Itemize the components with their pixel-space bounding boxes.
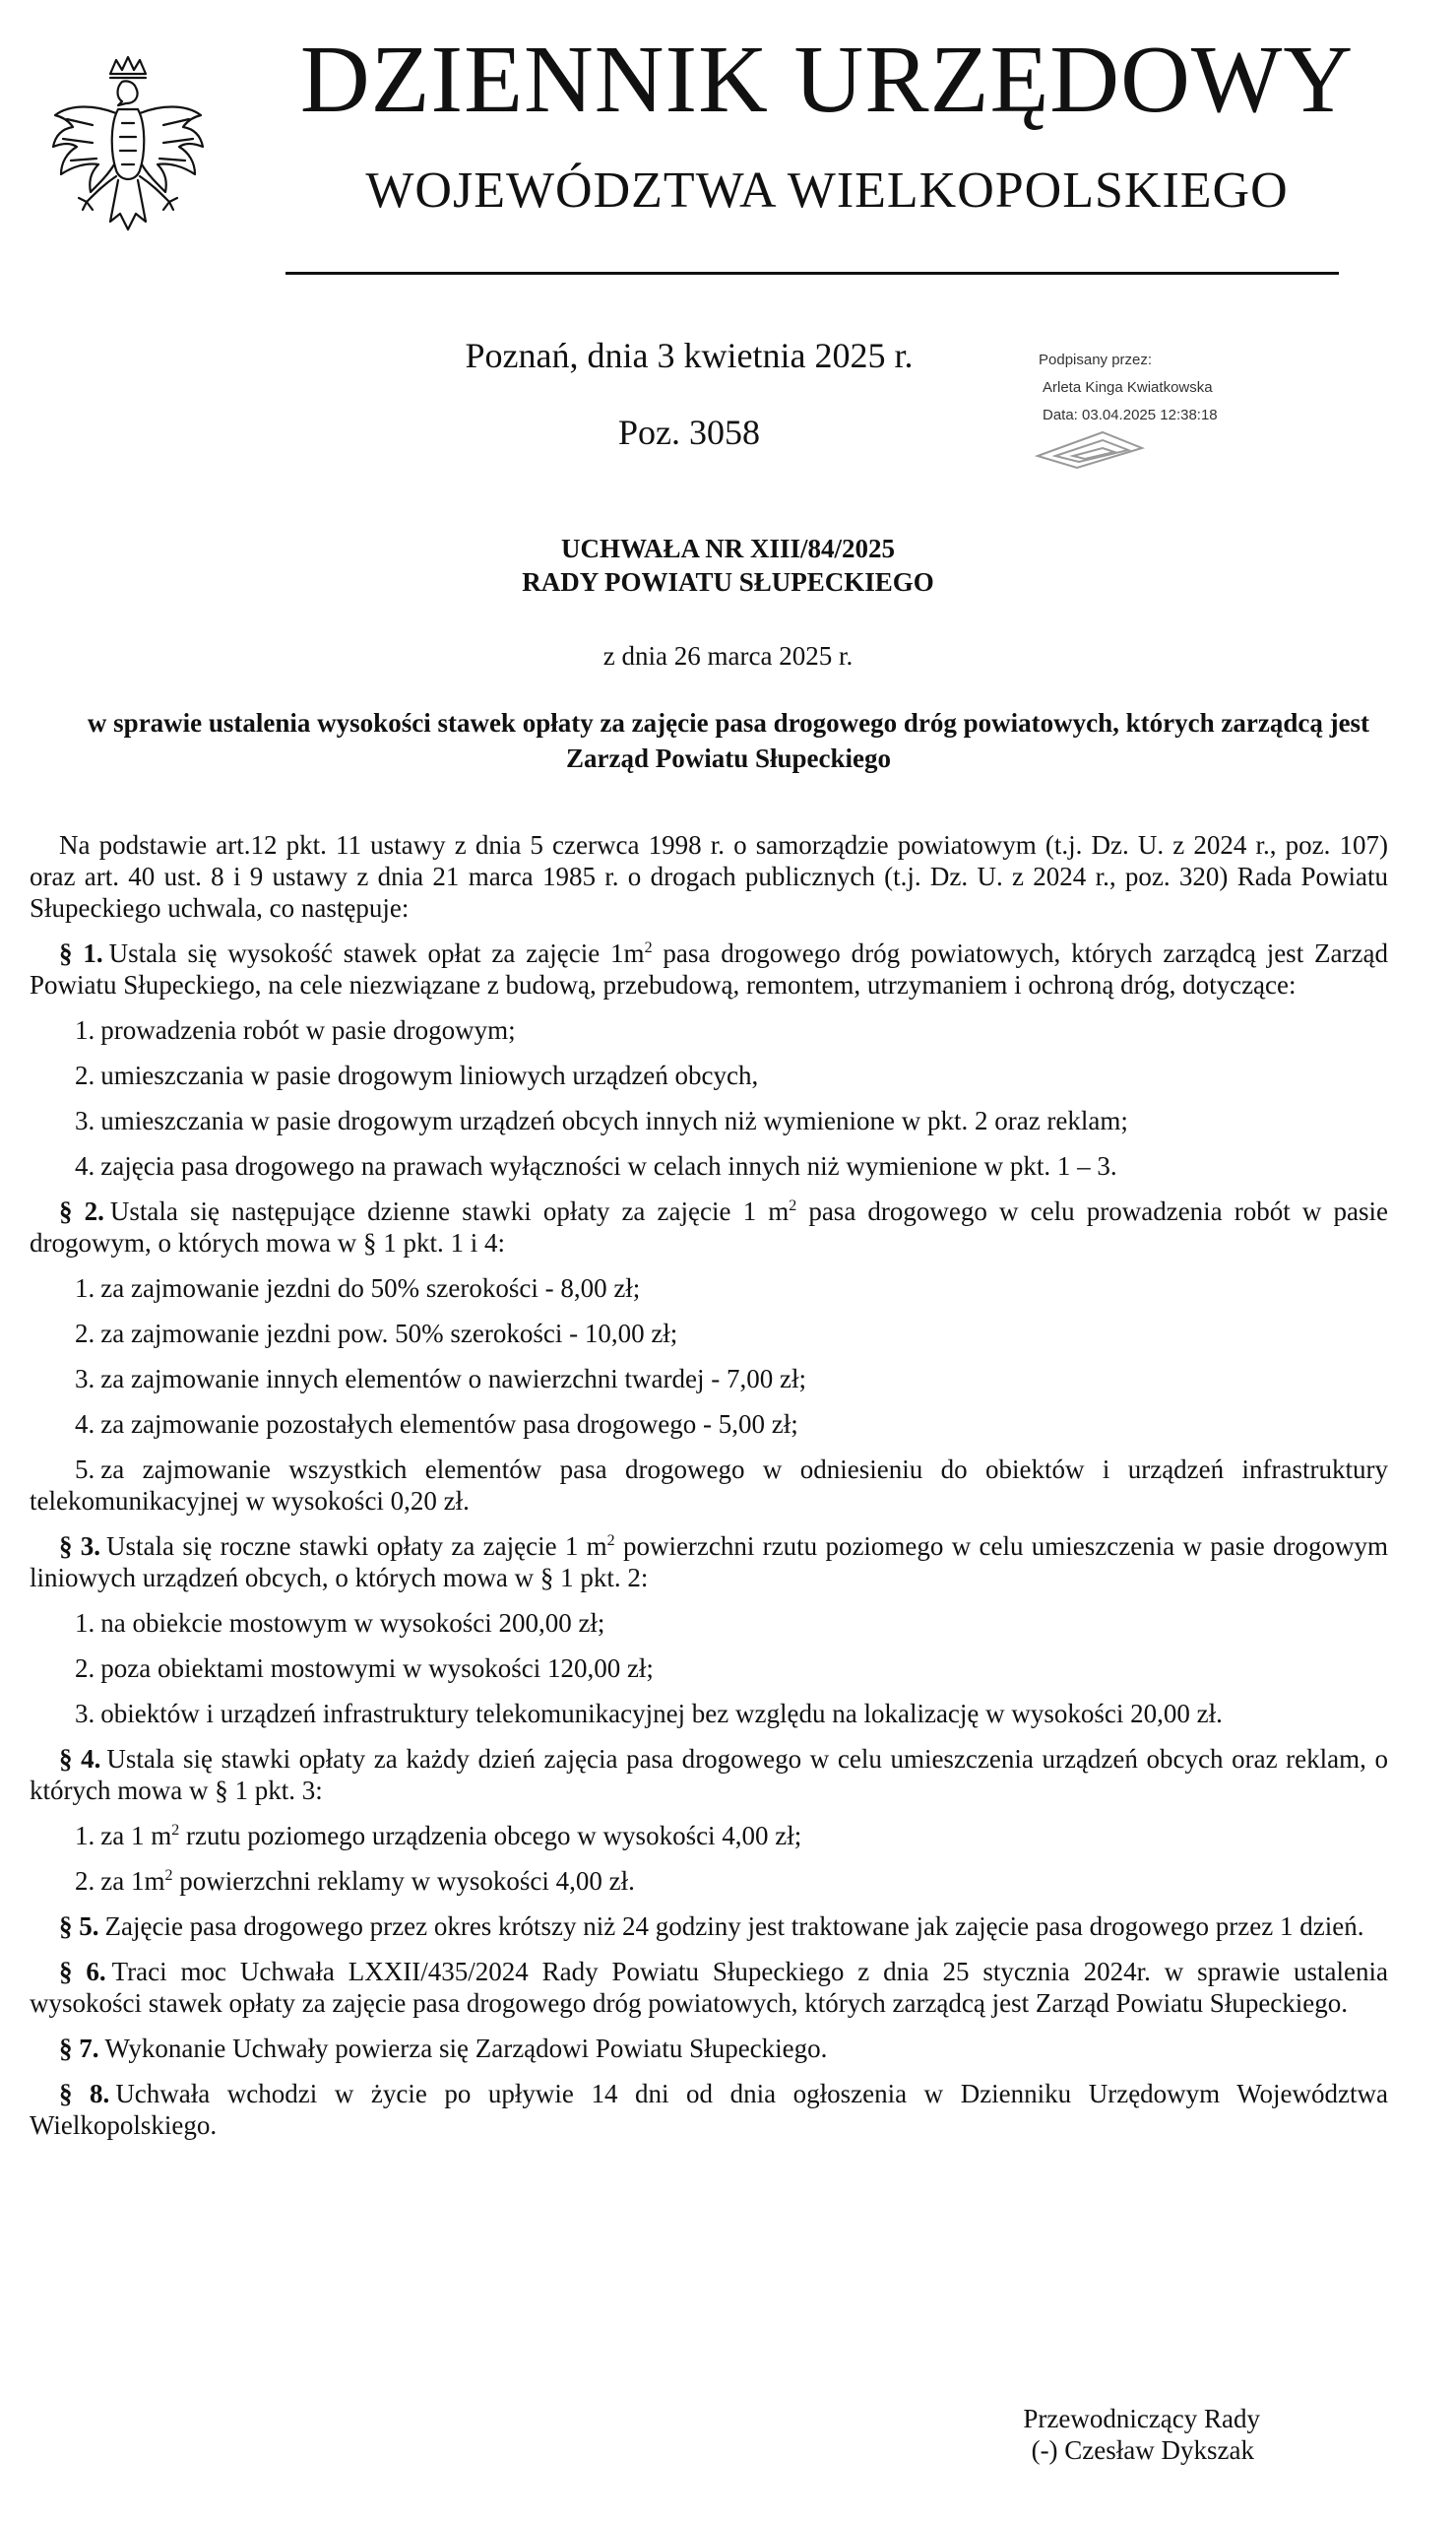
section-2: § 2. Ustala się następujące dzienne stawki opłaty za zajęcie 1 $m^2$ pasa drogowego w celu prowadzenia robót w pasie drogowym, o których mowa w § 1 pkt. 1 i 4: xyxy=(30,1196,1388,1258)
white-eagle-emblem-icon xyxy=(47,54,210,256)
section-4: § 4. Ustala się stawki opłaty za każdy dzień zajęcia pasa drogowego w celu umieszczenia urządzeń obcych oraz reklam, o których mowa w § 1 pkt. 3: xyxy=(30,1744,1388,1805)
list-item: 1. za 1 $m^2$ rzutu poziomego urządzenia obcego w wysokości 4,00 zł; xyxy=(75,1821,802,1850)
position-number: Poz. 3058 xyxy=(618,413,760,452)
signature-signer: Arleta Kinga Kwiatkowska xyxy=(1043,379,1213,396)
masthead-subtitle: WOJEWÓDZTWA WIELKOPOLSKIEGO xyxy=(365,162,1289,219)
list-item: 4. zajęcia pasa drogowego na prawach wyłączności w celach innych niż wymienione w pkt. 1 – 3. xyxy=(75,1151,1117,1181)
section-label: § 3. xyxy=(59,1531,101,1561)
signature-label: Podpisany przez: xyxy=(1039,352,1153,368)
signer-block xyxy=(945,2403,1260,2466)
digital-signature-block xyxy=(1039,347,1363,429)
resolution-subject: w sprawie ustalenia wysokości stawek opłaty za zajęcie pasa drogowego dróg powiatowych, których zarządcą jest Zarząd Powiatu Słupeckiego xyxy=(87,708,1370,773)
signature-date: Data: 03.04.2025 12:38:18 xyxy=(1043,407,1218,423)
resolution-number: UCHWAŁA NR XIII/84/2025 xyxy=(560,534,896,563)
document-body xyxy=(30,829,1388,2141)
list-item: 3. obiektów i urządzeń infrastruktury telekomunikacyjnej bez względu na lokalizację w wysokości 20,00 zł. xyxy=(75,1699,1223,1728)
list-item: 1. na obiekcie mostowym w wysokości 200,00 zł; xyxy=(75,1608,605,1638)
masthead-title: DZIENNIK URZĘDOWY xyxy=(299,27,1355,133)
preamble: Na podstawie art.12 pkt. 11 ustawy z dnia 5 czerwca 1998 r. o samorządzie powiatowym (t.j. Dz. U. z 2024 r., poz. 107) oraz art. 40 ust. 8 i 9 ustawy z dnia 21 marca 1985 r. o drogach publicznych (t.j. Dz. U. z 2024 r., poz. 320) Rada Powiatu Słupeckiego uchwala, co następuje: xyxy=(30,830,1388,923)
list-item: 2. poza obiektami mostowymi w wysokości 120,00 zł; xyxy=(75,1653,654,1683)
section-label: § 4. xyxy=(59,1744,101,1774)
section-5: § 5. Zajęcie pasa drogowego przez okres krótszy niż 24 godziny jest traktowane jak zajęcie pasa drogowego przez 1 dzień. xyxy=(59,1911,1364,1941)
section-label: § 7. xyxy=(59,2034,99,2063)
adoption-date: z dnia 26 marca 2025 r. xyxy=(602,641,854,671)
section-label: § 8. xyxy=(59,2079,110,2108)
digital-signature-mark-icon xyxy=(1034,426,1181,470)
council-name: RADY POWIATU SŁUPECKIEGO xyxy=(522,567,934,597)
list-item: 4. za zajmowanie pozostałych elementów pasa drogowego - 5,00 zł; xyxy=(75,1409,798,1439)
issue-date: Poznań, dnia 3 kwietnia 2025 r. xyxy=(465,336,914,375)
section-8: § 8. Uchwała wchodzi w życie po upływie 14 dni od dnia ogłoszenia w Dzienniku Urzędowym Województwa Wielkopolskiego. xyxy=(30,2079,1389,2140)
section-1: § 1. Ustala się wysokość stawek opłat za zajęcie $1m^2$ pasa drogowego dróg powiatowych, których zarządcą jest Zarząd Powiatu Słupeckiego, na cele niezwiązane z budową, przebudową, remontem, utrzymaniem i ochroną dróg, dotyczące: xyxy=(30,938,1388,1000)
list-item: 2. umieszczania w pasie drogowym liniowych urządzeń obcych, xyxy=(75,1061,759,1090)
list-item: 2. za $1m^2$ powierzchni reklamy w wysokości 4,00 zł. xyxy=(75,1866,635,1896)
section-6: § 6. Traci moc Uchwała LXXII/435/2024 Rady Powiatu Słupeckiego z dnia 25 stycznia 2024r. w sprawie ustalenia wysokości stawek opłaty za zajęcie pasa drogowego dróg powiatowych, których zarządcą jest Zarząd Powiatu Słupeckiego. xyxy=(30,1957,1388,2018)
list-item: 1. prowadzenia robót w pasie drogowym; xyxy=(75,1015,516,1045)
signer-role: Przewodniczący Rady xyxy=(1023,2404,1260,2433)
list-item: 3. za zajmowanie innych elementów o nawierzchni twardej - 7,00 zł; xyxy=(75,1364,806,1393)
signer-name: (-) Czesław Dykszak xyxy=(1031,2435,1254,2465)
section-3: § 3. Ustala się roczne stawki opłaty za zajęcie 1 $m^2$ powierzchni rzutu poziomego w celu umieszczenia w pasie drogowym liniowych urządzeń obcych, o których mowa w § 1 pkt. 2: xyxy=(30,1531,1388,1592)
section-label: § 6. xyxy=(59,1957,106,1986)
list-item: 1. za zajmowanie jezdni do 50% szerokości - 8,00 zł; xyxy=(75,1273,641,1303)
section-7: § 7. Wykonanie Uchwały powierza się Zarządowi Powiatu Słupeckiego. xyxy=(59,2034,828,2063)
section-label: § 2. xyxy=(59,1196,104,1226)
masthead-divider xyxy=(285,272,1339,275)
section-label: § 5. xyxy=(59,1911,99,1941)
list-item: 3. umieszczania w pasie drogowym urządzeń obcych innych niż wymienione w pkt. 2 oraz reklam; xyxy=(75,1106,1128,1135)
section-label: § 1. xyxy=(59,938,103,968)
list-item: 5. za zajmowanie wszystkich elementów pasa drogowego w odniesieniu do obiektów i urządzeń infrastruktury telekomunikacyjnej w wysokości 0,20 zł. xyxy=(30,1454,1388,1516)
list-item: 2. za zajmowanie jezdni pow. 50% szerokości - 10,00 zł; xyxy=(75,1319,678,1348)
